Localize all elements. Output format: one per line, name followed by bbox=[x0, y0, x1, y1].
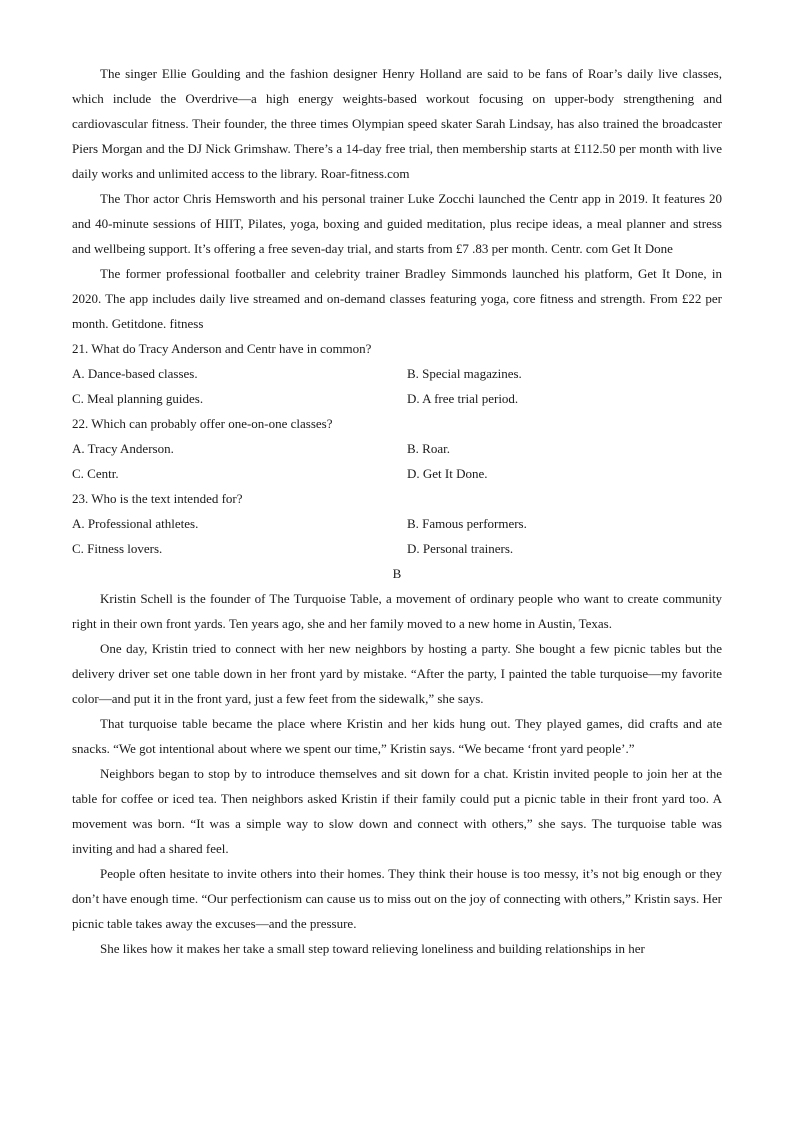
question-23-option-c: C. Fitness lovers. bbox=[72, 541, 163, 556]
question-23-options-row-1 bbox=[72, 511, 722, 536]
question-22-option-a: A. Tracy Anderson. bbox=[72, 441, 174, 456]
passage-b-paragraph-3: That turquoise table became the place where Kristin and her kids hung out. They played games, did crafts and ate snacks. “We got intentional about where we spent our time,” Kristin says. “We became ‘front yard people’.” bbox=[72, 716, 722, 756]
question-21-options-row-1 bbox=[72, 361, 722, 386]
question-21 bbox=[72, 336, 722, 411]
passage-b-paragraph-5: People often hesitate to invite others into their homes. They think their house is too messy, it’s not big enough or they don’t have enough time. “Our perfectionism can cause us to miss out on the joy of connecting with others,” Kristin says. Her picnic table takes away the excuses—and the pressure. bbox=[72, 866, 722, 931]
question-21-options-row-2 bbox=[72, 386, 722, 411]
question-23-option-a: A. Professional athletes. bbox=[72, 516, 199, 531]
question-21-stem: 21. What do Tracy Anderson and Centr have in common? bbox=[72, 341, 372, 356]
page-content bbox=[72, 61, 722, 961]
question-22-option-c: C. Centr. bbox=[72, 466, 119, 481]
question-21-option-b: B. Special magazines. bbox=[407, 366, 522, 381]
question-22-options-row-2 bbox=[72, 461, 722, 486]
passage-b-paragraph-1: Kristin Schell is the founder of The Turquoise Table, a movement of ordinary people who want to create community right in their own front yards. Ten years ago, she and her family moved to a new home in Austin, Texas. bbox=[72, 591, 722, 631]
question-23-options-row-2 bbox=[72, 536, 722, 561]
question-23-option-b: B. Famous performers. bbox=[407, 516, 527, 531]
question-22 bbox=[72, 411, 722, 486]
passage-a-paragraph-3: The former professional footballer and celebrity trainer Bradley Simmonds launched his platform, Get It Done, in 2020. The app includes daily live streamed and on-demand classes featuring yoga, core fitness and strength. From £22 per month. Getitdone. fitness bbox=[72, 266, 722, 331]
passage-b-paragraph-2: One day, Kristin tried to connect with her new neighbors by hosting a party. She bought a few picnic tables but the delivery driver set one table down in her front yard by mistake. “After the party, I painted the table turquoise—my favorite color—and put it in the front yard, just a few feet from the sidewalk,” she says. bbox=[72, 641, 722, 706]
question-21-option-d: D. A free trial period. bbox=[407, 391, 519, 406]
passage-b-paragraph-6: She likes how it makes her take a small step toward relieving loneliness and building relationships in her bbox=[100, 941, 645, 956]
question-22-option-d: D. Get It Done. bbox=[407, 466, 488, 481]
section-b-heading: B bbox=[392, 566, 402, 581]
passage-a-paragraph-2: The Thor actor Chris Hemsworth and his personal trainer Luke Zocchi launched the Centr app in 2019. It features 20 and 40-minute sessions of HIIT, Pilates, yoga, boxing and guided meditation, plus recipe ideas, a meal planner and stress and wellbeing support. It’s offering a free seven-day trial, and starts from £7 .83 per month. Centr. com Get It Done bbox=[72, 191, 722, 256]
question-23 bbox=[72, 486, 722, 561]
passage-a-paragraph-1: The singer Ellie Goulding and the fashion designer Henry Holland are said to be fans of Roar’s daily live classes, which include the Overdrive—a high energy weights-based workout focusing on upper-body strengthening and cardiovascular fitness. Their founder, the three times Olympian speed skater Sarah Lindsay, has also trained the broadcaster Piers Morgan and the DJ Nick Grimshaw. There’s a 14-day free trial, then membership starts at £112.50 per month with live daily works and unlimited access to the library. Roar-fitness.com bbox=[72, 66, 722, 181]
question-21-option-c: C. Meal planning guides. bbox=[72, 391, 204, 406]
question-22-option-b: B. Roar. bbox=[407, 441, 450, 456]
question-23-stem: 23. Who is the text intended for? bbox=[72, 491, 243, 506]
question-21-option-a: A. Dance-based classes. bbox=[72, 366, 198, 381]
passage-b-paragraph-4: Neighbors began to stop by to introduce themselves and sit down for a chat. Kristin invited people to join her at the table for coffee or iced tea. Then neighbors asked Kristin if their family could put a picnic table in their front yard too. A movement was born. “It was a simple way to slow down and connect with others,” she says. The turquoise table was inviting and had a shared feel. bbox=[72, 766, 722, 856]
question-23-option-d: D. Personal trainers. bbox=[407, 541, 514, 556]
question-22-stem: 22. Which can probably offer one-on-one classes? bbox=[72, 416, 333, 431]
question-22-options-row-1 bbox=[72, 436, 722, 461]
